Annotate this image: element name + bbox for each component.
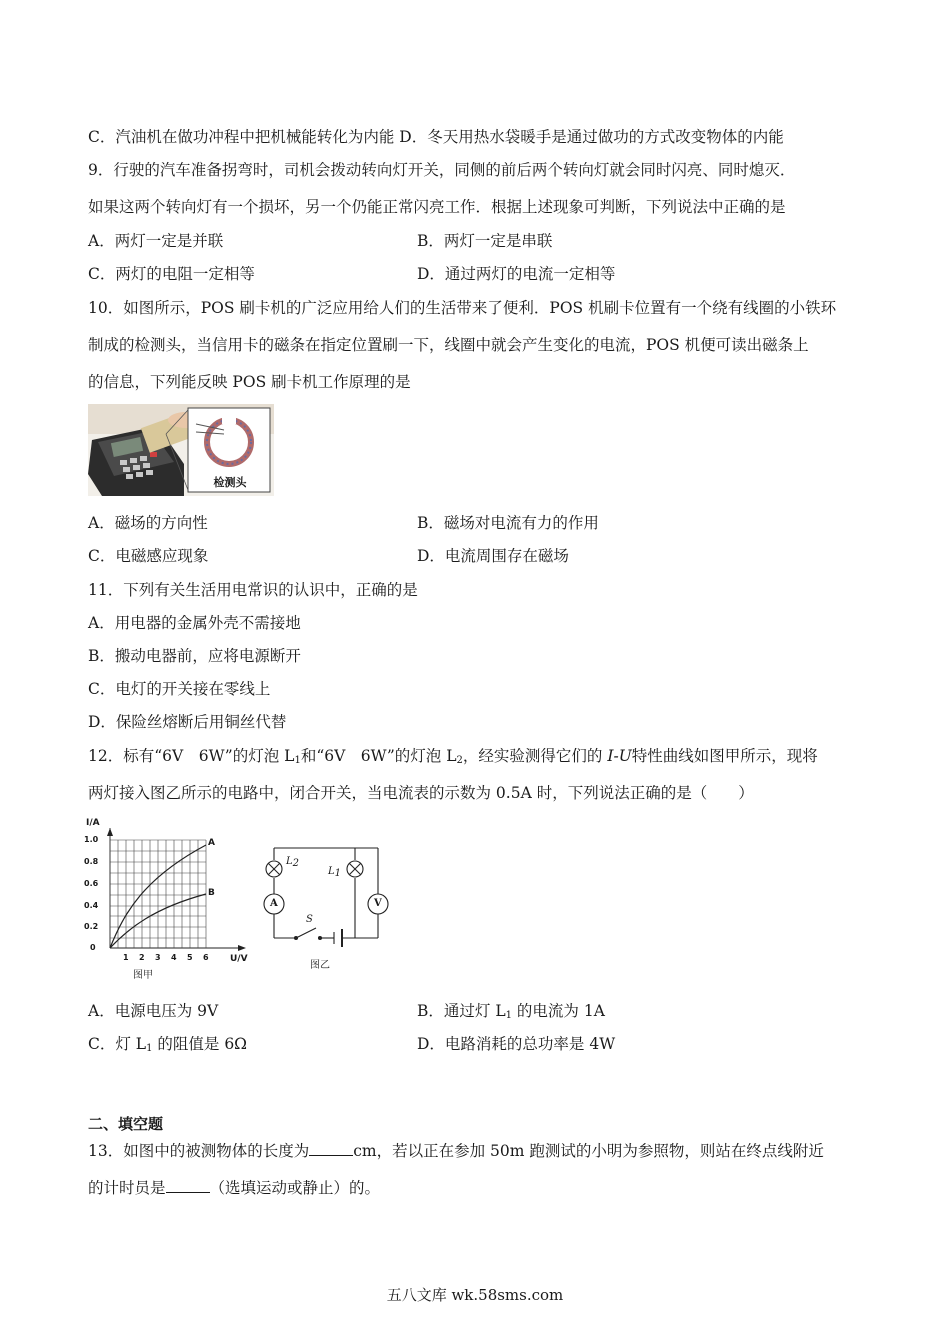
q12-stem-part-c: ，经实验测得它们的	[462, 747, 608, 765]
q12-sub-2: 2	[456, 755, 463, 766]
xtick-2: 2	[139, 953, 145, 962]
q13-blank-1[interactable]	[309, 1141, 353, 1156]
q12-stem-line1	[88, 746, 818, 771]
q12-option-a: A．电源电压为 9V	[88, 1002, 219, 1020]
q9-option-a: A．两灯一定是并联	[88, 232, 224, 250]
q13-stem-line1	[88, 1141, 824, 1161]
q11-option-b: B．搬动电器前，应将电源断开	[88, 647, 301, 665]
q11-stem: 11．下列有关生活用电常识的认识中，正确的是	[88, 581, 418, 599]
q9-stem-line2: 如果这两个转向灯有一个损坏，另一个仍能正常闪亮工作．根据上述现象可判断，下列说法中正确的是	[88, 198, 786, 216]
footer-watermark: 五八文库 wk.58sms.com	[386, 1286, 564, 1304]
bulb-l2-label	[286, 856, 299, 869]
q13-stem-part-a: 13．如图中的被测物体的长度为	[88, 1142, 310, 1160]
q10-option-c: C．电磁感应现象	[88, 547, 209, 565]
q11-option-a: A．用电器的金属外壳不需接地	[88, 614, 301, 632]
xtick-4: 4	[171, 953, 177, 962]
q13-blank-2[interactable]	[166, 1178, 210, 1193]
q12-option-b-part-a: B．通过灯 L	[417, 1002, 506, 1020]
bulb-l1-sub: 1	[334, 868, 342, 879]
curve-b-label: B	[208, 888, 215, 898]
q12-stem-part-a: 12．标有“6V 6W”的灯泡 L	[88, 747, 295, 765]
section-fill-in-heading: 二、填空题	[88, 1115, 164, 1133]
ytick-3: 0.6	[84, 879, 99, 888]
q12-sub-1: 1	[294, 755, 301, 766]
q10-option-a: A．磁场的方向性	[88, 514, 208, 532]
q11-option-d: D．保险丝熔断后用铜丝代替	[88, 713, 287, 731]
ytick-1: 1.0	[84, 835, 99, 844]
q12-option-d: D．电路消耗的总功率是 4W	[417, 1035, 616, 1053]
ytick-6: 0	[90, 943, 96, 952]
q12-option-b	[417, 1001, 605, 1026]
q12-option-b-sub: 1	[505, 1010, 512, 1021]
xtick-1: 1	[123, 953, 129, 962]
q9-option-c: C．两灯的电阻一定相等	[88, 265, 255, 283]
q12-option-c-part-b: 的阻值是 6Ω	[152, 1035, 248, 1053]
q10-stem-line2: 制成的检测头，当信用卡的磁条在指定位置刷一下，线圈中就会产生变化的电流，POS 机便可读出磁条上	[88, 336, 809, 354]
q9-option-b: B．两灯一定是串联	[417, 232, 553, 250]
ytick-4: 0.4	[84, 901, 99, 910]
q12-stem-part-d: 特性曲线如图甲所示，现将	[631, 747, 818, 765]
switch-label: S	[306, 914, 313, 925]
q12-iu-symbol: I-U	[607, 747, 632, 765]
ammeter-label: A	[270, 898, 278, 909]
ytick-5: 0.2	[84, 922, 99, 931]
q12-option-b-part-b: 的电流为 1A	[512, 1002, 605, 1020]
graph-ylabel: I/A	[86, 818, 100, 828]
q11-option-c: C．电灯的开关接在零线上	[88, 680, 271, 698]
iu-graph	[84, 818, 254, 980]
curve-a-label: A	[208, 838, 215, 848]
bulb-l1-label	[328, 866, 341, 879]
voltmeter-label: V	[374, 898, 382, 909]
q13-stem-part-d: （选填运动或静止）的。	[209, 1179, 381, 1197]
bulb-l2-letter: L	[286, 856, 293, 867]
q13-stem-part-b: cm，若以正在参加 50m 跑测试的小明为参照物，则站在终点线附近	[353, 1142, 824, 1160]
q12-option-c-part-a: C．灯 L	[88, 1035, 147, 1053]
q12-stem-line2: 两灯接入图乙所示的电路中，闭合开关，当电流表的示数为 0.5A 时，下列说法正确的是（ ）	[88, 784, 754, 802]
detector-label: 检测头	[213, 476, 247, 489]
q9-option-d: D．通过两灯的电流一定相等	[417, 265, 616, 283]
q12-option-c	[88, 1034, 247, 1059]
graph-caption: 图甲	[133, 970, 153, 981]
q10-option-b: B．磁场对电流有力的作用	[417, 514, 599, 532]
q13-stem-line2	[88, 1178, 380, 1198]
q12-option-c-sub: 1	[146, 1043, 153, 1054]
pos-machine-figure	[88, 404, 274, 496]
q8-option-cd: C．汽油机在做功冲程中把机械能转化为内能 D．冬天用热水袋暖手是通过做功的方式改变物体的内能	[88, 128, 784, 146]
q10-option-d: D．电流周围存在磁场	[417, 547, 569, 565]
q9-stem-line1: 9．行驶的汽车准备拐弯时，司机会拨动转向灯开关，同侧的前后两个转向灯就会同时闪亮、同时熄灭．	[88, 161, 796, 179]
q12-stem-part-b: 和“6V 6W”的灯泡 L	[300, 747, 457, 765]
graph-xlabel: U/V	[230, 954, 248, 964]
xtick-5: 5	[187, 953, 193, 962]
bulb-l1-letter: L	[328, 866, 335, 877]
ytick-2: 0.8	[84, 857, 99, 866]
q10-stem-line3: 的信息，下列能反映 POS 刷卡机工作原理的是	[88, 373, 411, 391]
circuit-diagram	[262, 842, 402, 976]
circuit-caption: 图乙	[310, 960, 330, 971]
q10-stem-line1: 10．如图所示，POS 刷卡机的广泛应用给人们的生活带来了便利．POS 机刷卡位置有一个绕有线圈的小铁环	[88, 299, 837, 317]
q13-stem-part-c: 的计时员是	[88, 1179, 166, 1197]
bulb-l2-sub: 2	[292, 858, 300, 869]
xtick-3: 3	[155, 953, 161, 962]
xtick-6: 6	[203, 953, 209, 962]
